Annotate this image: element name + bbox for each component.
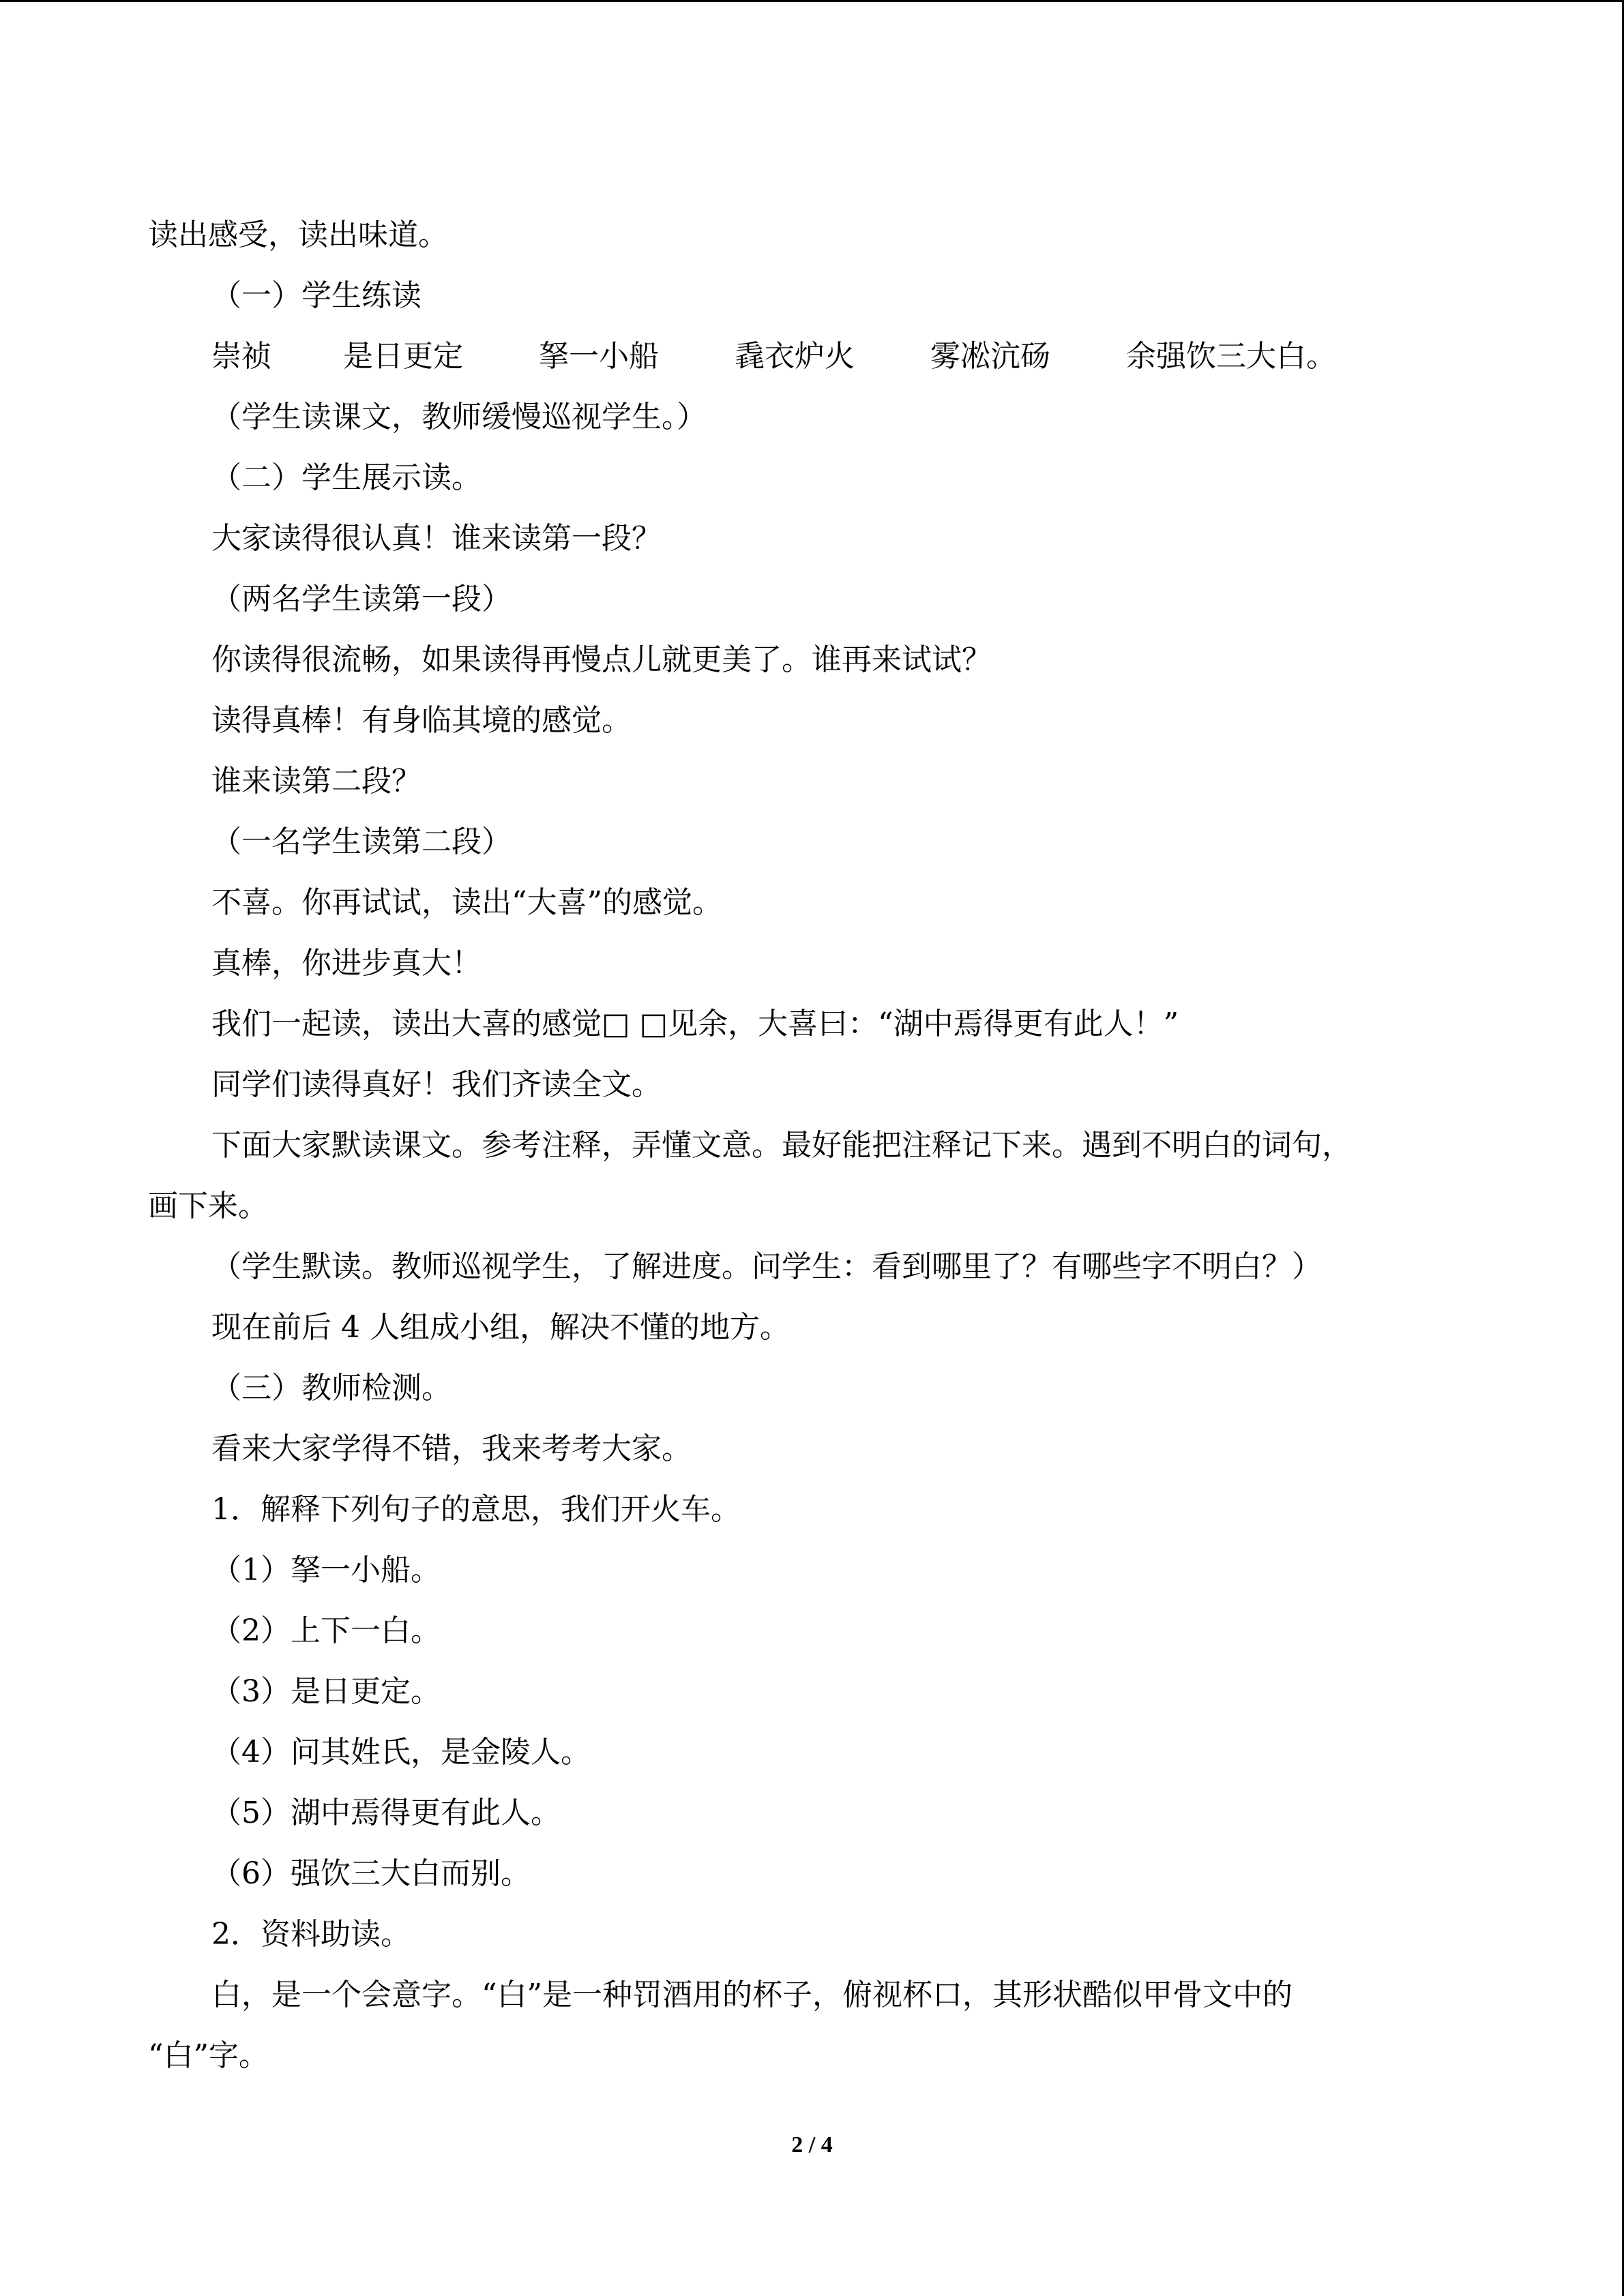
sub-item: （3）是日更定。 [211,1674,441,1709]
paragraph: （两名学生读第一段） [211,582,512,616]
vocab-word: 是日更定 [343,339,463,374]
numbered-item: 1．解释下列句子的意思，我们开火车。 [211,1492,741,1527]
sub-item: （6）强饮三大白而别。 [211,1856,531,1891]
top-border [0,0,1624,2]
paragraph: 读出感受，读出味道。 [148,218,448,252]
numbered-item: 2．资料助读。 [211,1917,411,1952]
paragraph-continuation: 画下来。 [148,1189,268,1223]
paragraph: 读得真棒！有身临其境的感觉。 [211,703,632,738]
vocab-word: 雾凇沆砀 [930,339,1050,374]
paragraph: 不喜。你再试试，读出“大喜”的感觉。 [211,885,722,920]
paragraph: 你读得很流畅，如果读得再慢点儿就更美了。谁再来试试？ [211,642,992,677]
sub-item: （1）拏一小船。 [211,1553,441,1587]
paragraph: 真棒，你进步真大！ [211,946,482,981]
paragraph: 我们一起读，读出大喜的感觉□ □见余，大喜曰：“湖中焉得更有此人！” [211,1007,1179,1041]
vocab-word: 拏一小船 [539,339,659,374]
paragraph: 谁来读第二段？ [211,764,422,799]
section-heading: （三）教师检测。 [211,1371,452,1405]
sub-item: （5）湖中焉得更有此人。 [211,1795,561,1830]
sub-item: （2）上下一白。 [211,1613,441,1648]
paragraph: 大家读得很认真！谁来读第一段？ [211,521,662,556]
paragraph: （学生默读。教师巡视学生，了解进度。问学生：看到哪里了？有哪些字不明白？） [211,1249,1322,1284]
paragraph: 同学们读得真好！我们齐读全文。 [211,1067,662,1102]
vocab-word: 余强饮三大白。 [1126,339,1336,374]
paragraph-continuation: “白”字。 [148,2038,269,2073]
paragraph: 现在前后 4 人组成小组，解决不懂的地方。 [211,1310,790,1345]
paragraph: 看来大家学得不错，我来考考大家。 [211,1431,692,1466]
section-heading: （一）学生练读 [211,278,422,313]
paragraph: （一名学生读第二段） [211,824,512,859]
sub-item: （4）问其姓氏，是金陵人。 [211,1735,591,1770]
paragraph: 下面大家默读课文。参考注释，弄懂文意。最好能把注释记下来。遇到不明白的词句， [211,1128,1352,1163]
section-heading: （二）学生展示读。 [211,460,482,495]
page-number: 2 / 4 [791,2132,833,2158]
paragraph: 白，是一个会意字。“白”是一种罚酒用的杯子，俯视杯口，其形状酷似甲骨文中的 [211,1978,1293,2012]
vocab-word: 毳衣炉火 [735,339,855,374]
document-body [148,205,1485,2086]
paragraph: （学生读课文，教师缓慢巡视学生。） [211,400,707,434]
vocabulary-row [148,326,1485,387]
vocab-word: 崇祯 [211,339,271,374]
